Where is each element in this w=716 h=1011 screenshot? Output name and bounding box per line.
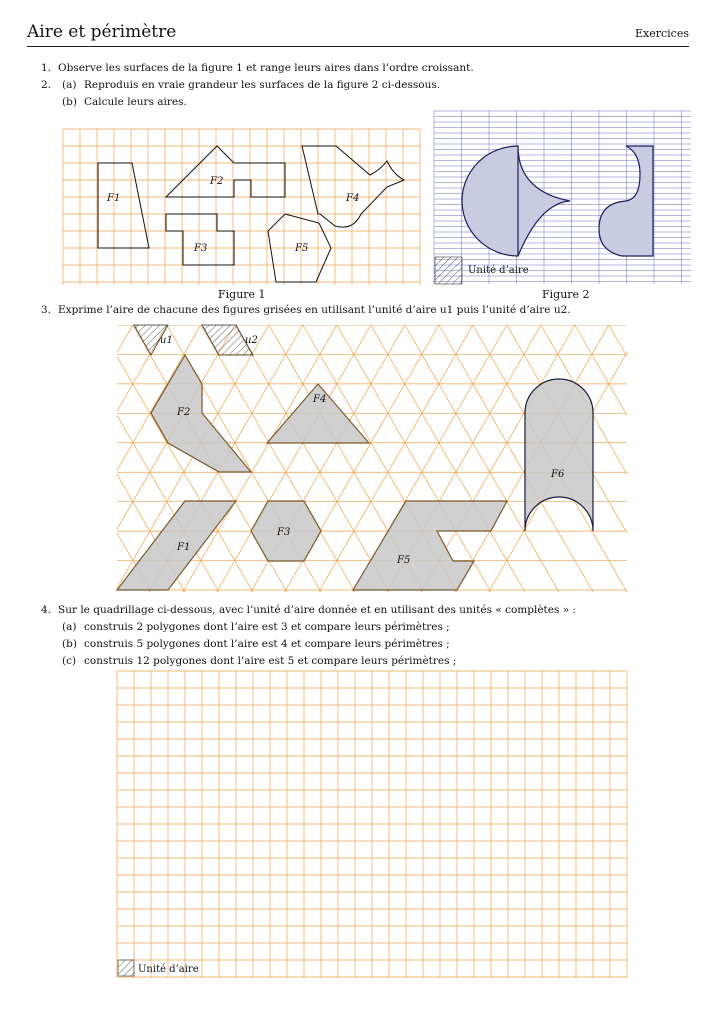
fig2-shape-left xyxy=(462,146,570,256)
fig1-label-f4: F4 xyxy=(346,193,360,204)
exercise-3-number: 3. xyxy=(41,304,52,316)
exercise-2a-text: Reproduis en vraie grandeur les surfaces de la figure 2 ci-dessous. xyxy=(84,79,441,91)
grid-line xyxy=(13,325,167,592)
grid-line xyxy=(0,325,133,592)
figure-2-caption: Figure 2 xyxy=(542,288,590,301)
grid-unit-swatch xyxy=(118,960,134,976)
exercise-4c-text: construis 12 polygones dont l’aire est 5 et compare leurs périmètres ; xyxy=(84,655,457,667)
page-header xyxy=(27,22,689,47)
tri-label-f4: F4 xyxy=(313,394,327,405)
grid-line xyxy=(235,325,389,592)
fig1-shape-f3 xyxy=(166,214,234,265)
exercise-4a-text: construis 2 polygones dont l’aire est 3 et compare leurs périmètres ; xyxy=(84,621,450,633)
fig1-shape-f1 xyxy=(98,163,149,248)
grid-line xyxy=(609,325,716,592)
grid-unit-label: Unité d’aire xyxy=(138,964,199,975)
tri-label-f6: F6 xyxy=(551,469,565,480)
tri-label-f2: F2 xyxy=(177,407,191,418)
exercise-4b-tag: (b) xyxy=(62,638,77,650)
figure-2 xyxy=(434,111,691,284)
label-u2: u2 xyxy=(245,335,258,346)
grid-line xyxy=(0,325,31,592)
grid-line xyxy=(643,325,716,592)
fig1-label-f3: F3 xyxy=(194,243,208,254)
exercise-2-number: 2. xyxy=(41,79,52,91)
fig1-shape-f4 xyxy=(302,146,404,227)
grid-line xyxy=(0,325,83,592)
fig2-unit-swatch xyxy=(435,257,462,284)
figure-1 xyxy=(63,129,420,285)
fig1-label-f1: F1 xyxy=(107,193,121,204)
exercise-2b-text: Calcule leurs aires. xyxy=(84,96,187,108)
triangular-grid-figure xyxy=(117,325,627,592)
tri-shape-f6 xyxy=(525,379,593,531)
exercise-4-text: Sur le quadrillage ci-dessous, avec l’unité d’aire donnée et en utilisant des unités « complètes » : xyxy=(58,604,577,616)
exercise-4-number: 4. xyxy=(41,604,52,616)
exercise-1-number: 1. xyxy=(41,62,52,74)
grid-line xyxy=(0,325,99,592)
exercise-2a-tag: (a) xyxy=(62,79,77,91)
tri-label-f5: F5 xyxy=(397,555,411,566)
exercise-4b-text: construis 5 polygones dont l’aire est 4 et compare leurs périmètres ; xyxy=(84,638,450,650)
exercise-4a-tag: (a) xyxy=(62,621,77,633)
exercise-3-text: Exprime l’aire de chacune des figures grisées en utilisant l’unité d’aire u1 puis l’unité d’aire u2. xyxy=(58,304,571,316)
grid-line xyxy=(575,325,716,592)
figure-1-caption: Figure 1 xyxy=(218,288,266,301)
exercise-1-text: Observe les surfaces de la figure 1 et range leurs aires dans l’ordre croissant. xyxy=(58,62,474,74)
tri-label-f1: F1 xyxy=(177,542,191,553)
fig2-unit-label: Unité d’aire xyxy=(468,265,529,276)
grid-line xyxy=(0,325,65,592)
grid-line xyxy=(0,325,151,592)
page-title: Aire et périmètre xyxy=(27,22,177,42)
square-grid-workspace[interactable] xyxy=(117,671,627,978)
exercise-2b-tag: (b) xyxy=(62,96,77,108)
fig1-label-f5: F5 xyxy=(295,243,309,254)
exercise-4c-tag: (c) xyxy=(62,655,77,667)
label-u1: u1 xyxy=(160,335,173,346)
tri-shape-f5 xyxy=(353,501,507,590)
fig2-shape-right xyxy=(599,146,653,256)
grid-line xyxy=(0,325,117,592)
tri-label-f3: F3 xyxy=(277,527,291,538)
fig1-label-f2: F2 xyxy=(210,176,224,187)
section-tag: Exercices xyxy=(635,27,689,40)
